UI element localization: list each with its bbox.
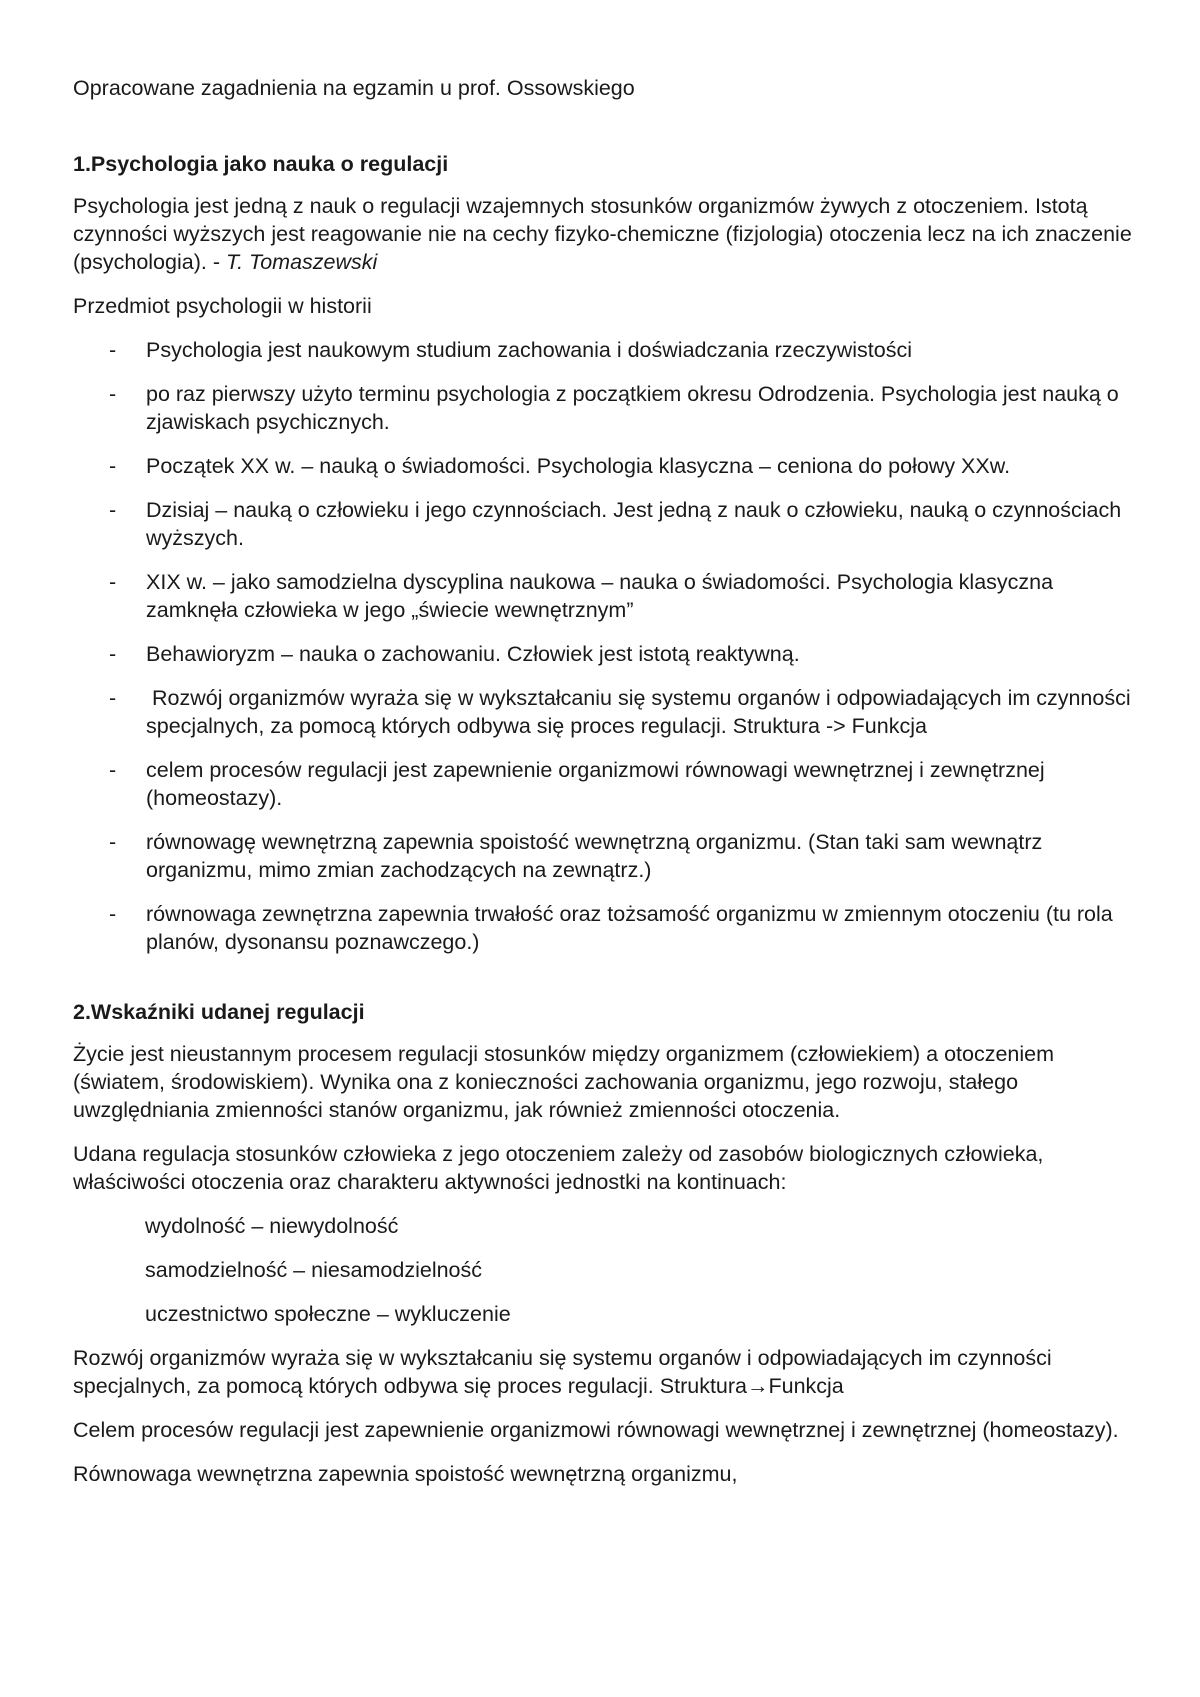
continuum-item: uczestnictwo społeczne – wykluczenie <box>145 1302 511 1326</box>
intro-text: Psychologia jest jedną z nauk o regulacji wzajemnych stosunków organizmów żywych z otoczeniem. Istotą czynności wyższych jest reagowanie nie na cechy fizyko-chemiczne (fizjologia) otoczenia lecz na ich znaczenie (psychologia). - <box>73 194 1132 274</box>
list-item-text: równowagę wewnętrzną zapewnia spoistość wewnętrzną organizmu. (Stan taki sam wewnątrz organizmu, mimo zmian zachodzących na zewnątrz.) <box>146 830 1043 882</box>
list-item <box>73 756 1133 812</box>
dash-marker: - <box>109 382 117 406</box>
document-page <box>73 74 1137 1504</box>
dash-marker: - <box>109 642 117 666</box>
section-1-heading: 1.Psychologia jako nauka o regulacji <box>73 152 449 176</box>
list-item-text: po raz pierwszy użyto terminu psychologia z początkiem okresu Odrodzenia. Psychologia jest nauką o zjawiskach psychicznych. <box>146 382 1119 434</box>
section-2-heading: 2.Wskaźniki udanej regulacji <box>73 1000 365 1024</box>
list-item <box>73 452 1133 480</box>
section-1-intro <box>73 192 1133 276</box>
dash-marker: - <box>109 902 117 926</box>
intro-author: T. Tomaszewski <box>225 250 378 274</box>
history-list <box>73 336 1137 956</box>
list-item-text: Dzisiaj – nauką o człowieku i jego czynnościach. Jest jedną z nauk o człowieku, nauką o czynnościach wyższych. <box>146 498 1122 550</box>
dash-marker: - <box>109 454 117 478</box>
list-item <box>73 684 1137 740</box>
list-item-text: Początek XX w. – nauką o świadomości. Psychologia klasyczna – ceniona do połowy XXw. <box>146 454 1011 478</box>
list-item-text: celem procesów regulacji jest zapewnienie organizmowi równowagi wewnętrznej i zewnętrznej (homeostazy). <box>146 758 1045 810</box>
list-item <box>73 380 1133 436</box>
section-2-paragraph-4: Celem procesów regulacji jest zapewnienie organizmowi równowagi wewnętrznej i zewnętrznej (homeostazy). <box>73 1418 1119 1442</box>
dash-marker: - <box>109 498 117 522</box>
section-2-paragraph-3: Rozwój organizmów wyraża się w wykształcaniu się systemu organów i odpowiadających im czynności specjalnych, za pomocą których odbywa się proces regulacji. Struktura→Funkcja <box>73 1346 1052 1398</box>
section-2-paragraph-2: Udana regulacja stosunków człowieka z jego otoczeniem zależy od zasobów biologicznych człowieka, właściwości otoczenia oraz charakteru aktywności jednostki na kontinuach: <box>73 1142 1044 1194</box>
dash-marker: - <box>109 830 117 854</box>
list-item-text: Rozwój organizmów wyraża się w wykształcaniu się systemu organów i odpowiadających im czynności specjalnych, za pomocą których odbywa się proces regulacji. Struktura -> Funkcja <box>146 686 1137 738</box>
dash-marker: - <box>109 686 117 710</box>
section-2-paragraph-5: Równowaga wewnętrzna zapewnia spoistość wewnętrzną organizmu, <box>73 1462 738 1486</box>
list-item <box>73 640 1133 668</box>
section-2-paragraph-1: Życie jest nieustannym procesem regulacji stosunków między organizmem (człowiekiem) a otoczeniem (światem, środowiskiem). Wynika ona z konieczności zachowania organizmu, jego rozwoju, stałego uwzględniania zmienności stanów organizmu, jak również zmienności otoczenia. <box>73 1042 1055 1122</box>
list-item <box>73 900 1133 956</box>
dash-marker: - <box>109 338 117 362</box>
dash-marker: - <box>109 758 117 782</box>
list-item-text: XIX w. – jako samodzielna dyscyplina naukowa – nauka o świadomości. Psychologia klasyczna zamknęła człowieka w jego „świecie wewnętrznym” <box>146 570 1054 622</box>
continuum-item: samodzielność – niesamodzielność <box>145 1258 483 1282</box>
list-item <box>73 496 1133 552</box>
dash-marker: - <box>109 570 117 594</box>
list-item-text: Psychologia jest naukowym studium zachowania i doświadczania rzeczywistości <box>146 338 912 362</box>
list-item-text: Behawioryzm – nauka o zachowaniu. Człowiek jest istotą reaktywną. <box>146 642 800 666</box>
list-item <box>73 828 1133 884</box>
list-item-text: równowaga zewnętrzna zapewnia trwałość oraz tożsamość organizmu w zmiennym otoczeniu (tu rola planów, dysonansu poznawczego.) <box>146 902 1113 954</box>
list-item <box>73 568 1133 624</box>
list-item <box>73 336 1133 364</box>
section-1-subheading: Przedmiot psychologii w historii <box>73 294 372 318</box>
document-title: Opracowane zagadnienia na egzamin u prof. Ossowskiego <box>73 76 635 100</box>
continuum-item: wydolność – niewydolność <box>145 1214 399 1238</box>
